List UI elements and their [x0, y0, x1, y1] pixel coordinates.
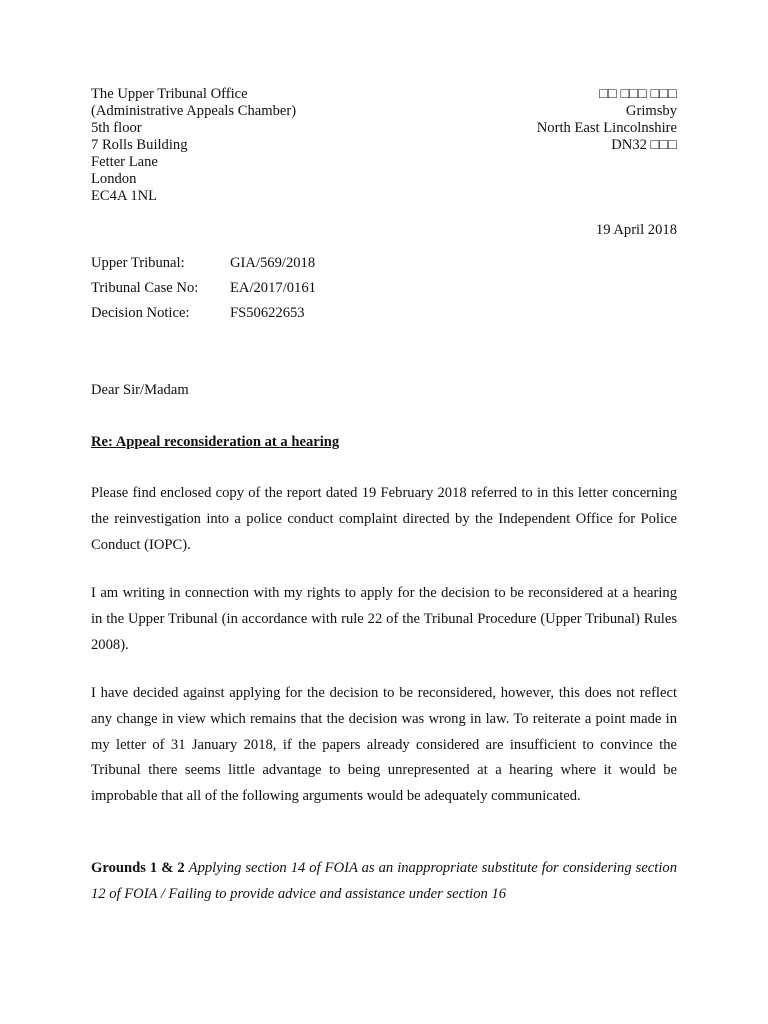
sender-address-line: □□ □□□ □□□ — [599, 86, 677, 102]
recipient-address-line: Fetter Lane — [91, 154, 158, 170]
recipient-address — [91, 86, 296, 205]
grounds-title: Applying section 14 of FOIA as an inappropriate substitute for considering section 12 of FOIA / Failing to provide advice and assistance under section 16 — [91, 860, 677, 902]
body-paragraph: Please find enclosed copy of the report dated 19 February 2018 referred to in this letter concerning the reinvestigation into a police conduct complaint directed by the Independent Office for Police Conduct (IOPC). — [91, 485, 677, 553]
recipient-address-line: 7 Rolls Building — [91, 137, 188, 153]
reference-row — [91, 255, 316, 280]
reference-value: GIA/569/2018 — [230, 255, 316, 271]
recipient-address-line: (Administrative Appeals Chamber) — [91, 103, 297, 119]
salutation: Dear Sir/Madam — [91, 382, 189, 398]
reference-label: Upper Tribunal: — [91, 255, 185, 271]
sender-address-line: Grimsby — [625, 103, 677, 119]
recipient-address-line: EC4A 1NL — [91, 188, 158, 204]
reference-row — [91, 280, 316, 305]
case-references — [91, 255, 316, 330]
letter-date: 19 April 2018 — [595, 222, 677, 238]
body-paragraph: I have decided against applying for the decision to be reconsidered, however, this does not reflect any change in view which remains that the decision was wrong in law. To reiterate a point made in my letter of 31 January 2018, if the papers already considered are insufficient to convince the Tribunal there seems little advantage to being unrepresented at a hearing where it would be improbable that all of the following arguments would be adequately communicated. — [91, 685, 677, 805]
reference-label: Tribunal Case No: — [91, 280, 199, 296]
reference-label: Decision Notice: — [91, 305, 190, 321]
recipient-address-line: 5th floor — [91, 120, 142, 136]
recipient-address-line: London — [91, 171, 137, 187]
recipient-address-line: The Upper Tribunal Office — [91, 86, 248, 102]
body-paragraph: I am writing in connection with my rights to apply for the decision to be reconsidered at a hearing in the Upper Tribunal (in accordance with rule 22 of the Tribunal Procedure (Upper Tribunal) Rules 2008). — [91, 585, 677, 653]
sender-address-line: DN32 □□□ — [611, 137, 677, 153]
reference-value: FS50622653 — [230, 305, 305, 321]
subject-line: Re: Appeal reconsideration at a hearing — [91, 434, 340, 450]
grounds-label: Grounds 1 & 2 — [91, 860, 185, 876]
grounds-heading — [91, 856, 677, 908]
sender-address — [537, 86, 677, 154]
sender-address-line: North East Lincolnshire — [536, 120, 677, 136]
reference-row — [91, 305, 316, 330]
reference-value: EA/2017/0161 — [230, 280, 316, 296]
